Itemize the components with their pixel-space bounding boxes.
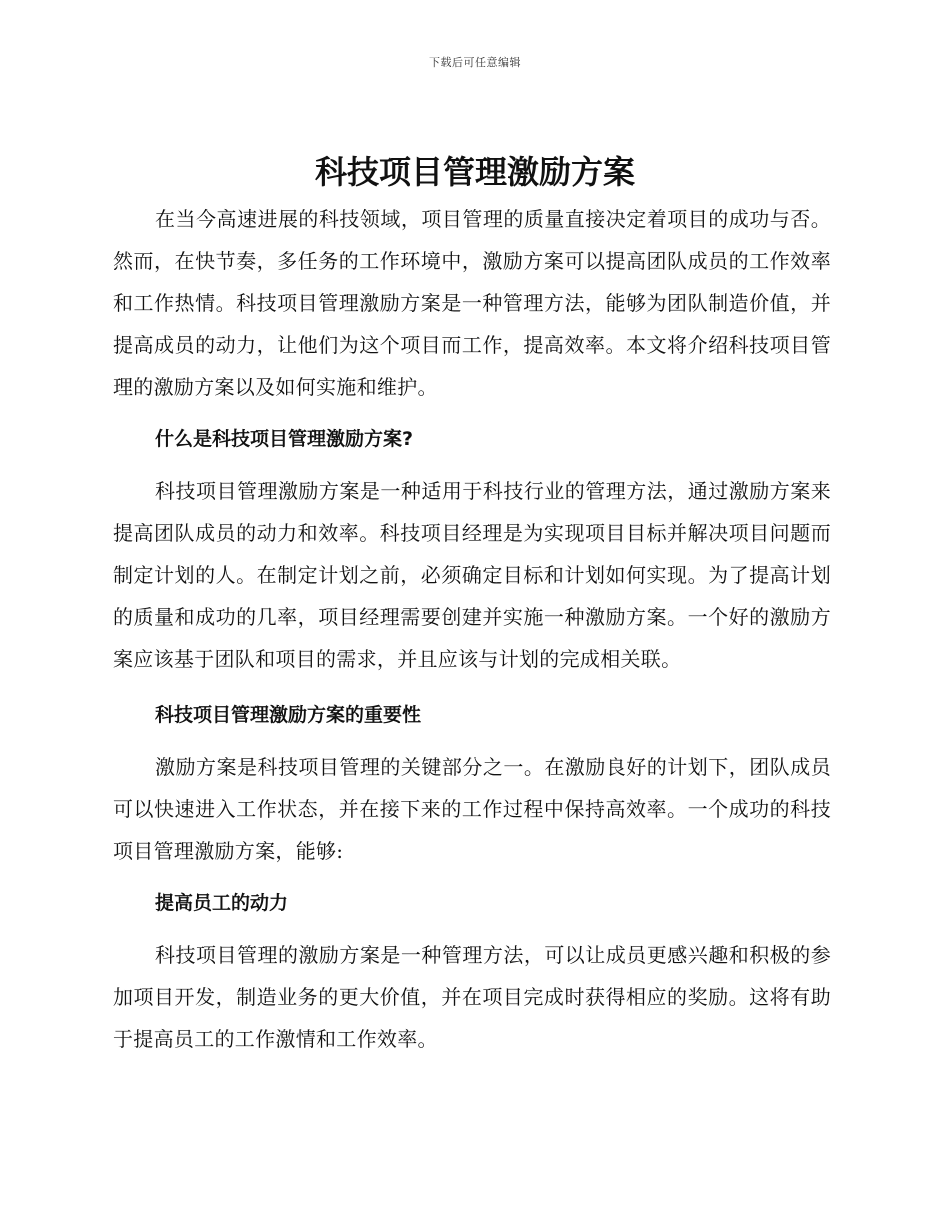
document-title: 科技项目管理激励方案 (314, 153, 635, 191)
document-body (113, 198, 831, 1060)
section-paragraph-motivation: 科技项目管理的激励方案是一种管理方法，可以让成员更感兴趣和积极的参加项目开发，制造业务的更大价值，并在项目完成时获得相应的奖励。这将有助于提高员工的工作激情和工作效率。 (113, 943, 831, 1051)
section-paragraph-what-is: 科技项目管理激励方案是一种适用于科技行业的管理方法，通过激励方案来提高团队成员的动力和效率。科技项目经理是为实现项目目标并解决项目问题而制定计划的人。在制定计划之前，必须确定目标和计划如何实现。为了提高计划的质量和成功的几率，项目经理需要创建并实施一种激励方案。一个好的激励方案应该基于团队和项目的需求，并且应该与计划的完成相关联。 (113, 479, 831, 671)
section-heading-motivation: 提高员工的动力 (155, 892, 289, 914)
intro-paragraph: 在当今高速进展的科技领域，项目管理的质量直接决定着项目的成功与否。然而，在快节奏，多任务的工作环境中，激励方案可以提高团队成员的工作效率和工作热情。科技项目管理激励方案是一种管理方法，能够为团队制造价值，并提高成员的动力，让他们为这个项目而工作，提高效率。本文将介绍科技项目管理的激励方案以及如何实施和维护。 (113, 207, 831, 399)
section-heading-importance: 科技项目管理激励方案的重要性 (155, 704, 422, 726)
section-paragraph-importance: 激励方案是科技项目管理的关键部分之一。在激励良好的计划下，团队成员可以快速进入工作状态，并在接下来的工作过程中保持高效率。一个成功的科技项目管理激励方案，能够: (113, 755, 831, 863)
section-heading-what-is: 什么是科技项目管理激励方案? (155, 428, 414, 450)
header-note: 下载后可任意编辑 (429, 56, 521, 69)
